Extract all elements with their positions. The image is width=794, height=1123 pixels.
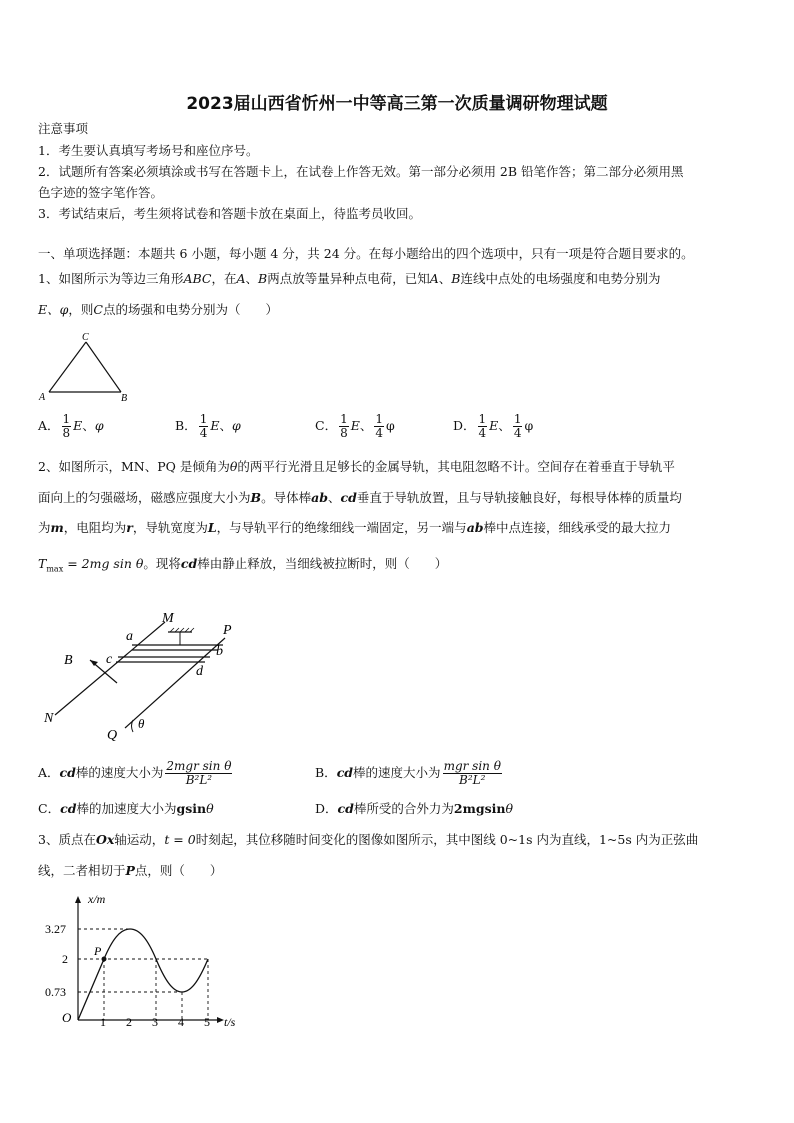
label-p: P [223, 623, 232, 638]
q1-option-b[interactable] [175, 413, 241, 440]
option-e: E [350, 418, 360, 433]
q2-stem-line1 [38, 459, 675, 475]
q2-text: 垂直于导轨放置，且与导轨接触良好，每根导体棒的质量均 [356, 490, 682, 505]
fraction [374, 413, 384, 440]
x-tick-2: 2 [126, 1015, 132, 1029]
sine-curve [104, 929, 208, 992]
denominator: 4 [375, 426, 383, 440]
option-letter: A． [38, 765, 60, 780]
q1-text: ，则 [68, 302, 94, 317]
option-phi: φ [386, 418, 395, 433]
q2-text: ，导轨宽度为 [132, 520, 208, 535]
q2-ab: ab [466, 520, 484, 535]
q1-triangle-figure [36, 330, 136, 405]
label-n: N [44, 711, 54, 726]
q1-b: B [451, 271, 461, 286]
option-letter: B． [175, 418, 197, 433]
q2-cd: cd [180, 556, 198, 571]
numerator: 1 [375, 412, 383, 426]
q1-a: A [429, 271, 439, 286]
y-tick-327: 3.27 [45, 922, 66, 936]
numerator: 1 [62, 412, 71, 426]
option-sep: 、 [82, 418, 95, 433]
label-b: b [216, 644, 223, 659]
q2-text: 棒由静止释放，当细线被拉断时，则（ ） [197, 556, 448, 571]
option-sep: 、 [498, 418, 511, 433]
label-a: a [126, 629, 133, 644]
denominator: B²L² [185, 773, 213, 787]
numerator: 1 [513, 412, 522, 426]
option-e: E [73, 418, 83, 433]
label-q: Q [107, 728, 118, 743]
x-axis-label: t/s [224, 1015, 236, 1029]
q2-cd: cd [59, 765, 76, 780]
triangle-side-ca [49, 342, 86, 392]
q3-text: 轴运动， [114, 832, 165, 847]
q2-theta: θ [206, 801, 214, 816]
q2-formula-sub: max [46, 564, 64, 574]
q2-text: 的两平行光滑且足够长的金属导轨，其电阻忽略不计。空间存在着垂直于导轨平 [237, 459, 675, 474]
q2-cd: cd [337, 801, 354, 816]
point-p-label: P [94, 944, 102, 958]
label-field-b: B [64, 653, 73, 668]
q2-formula-rest: = 2mg sin θ [63, 556, 144, 571]
y-axis-arrow [75, 896, 81, 903]
x-tick-5: 5 [204, 1015, 210, 1029]
option-letter: C． [38, 801, 61, 816]
q1-text: 点的场强和电势分别为（ ） [102, 302, 278, 317]
triangle-label-b: B [121, 393, 128, 404]
denominator: 4 [513, 426, 522, 440]
option-phi: φ [524, 418, 534, 433]
x-tick-3: 3 [152, 1015, 158, 1029]
option-text: 棒的速度大小为 [353, 765, 441, 780]
triangle-label-a: A [39, 392, 46, 403]
option-letter: D． [453, 418, 476, 433]
notice-item-2: 2．试题所有答案必须填涂或书写在答题卡上，在试卷上作答无效。第一部分必须用 2B 铅笔作答；第二部分必须用黑 [38, 164, 684, 179]
option-sep: 、 [359, 418, 373, 433]
q2-stem-line3 [38, 520, 671, 536]
option-letter: C． [315, 418, 338, 433]
q1-stem-line1 [38, 271, 661, 287]
q2-formula-t: T [38, 556, 47, 571]
numerator: 1 [199, 412, 208, 426]
q2-r: r [126, 520, 133, 535]
numerator: mgr sin θ [443, 759, 501, 773]
q2-theta: θ [229, 459, 238, 474]
fraction [339, 413, 349, 440]
q2-text: 棒中点连接，细线承受的最大拉力 [483, 520, 672, 535]
q3-p: P [125, 863, 135, 878]
q3-text: 3、质点在 [38, 832, 96, 847]
q3-xt-graph [40, 892, 250, 1032]
label-m: M [162, 611, 174, 626]
q1-sep: 、 [438, 271, 452, 286]
q1-b: B [258, 271, 268, 286]
fraction [513, 413, 523, 440]
fraction [165, 760, 232, 787]
q2-l: L [207, 520, 217, 535]
q2-stem-line4 [38, 556, 447, 578]
q2-ab: ab [311, 490, 328, 505]
denominator: B²L² [459, 773, 486, 787]
q1-a: A [236, 271, 246, 286]
label-c: c [106, 652, 113, 667]
fraction [443, 760, 502, 787]
q2-option-b[interactable] [315, 760, 504, 787]
option-letter: A． [38, 418, 60, 433]
q2-text: 。现将 [143, 556, 181, 571]
notice-item-3: 3．考试结束后，考生须将试卷和答题卡放在桌面上，待监考员收回。 [38, 206, 421, 221]
y-axis-label: x/m [88, 892, 106, 906]
q2-cd: cd [340, 490, 357, 505]
option-text: 棒的加速度大小为 [76, 801, 177, 816]
q2-theta: θ [505, 801, 513, 816]
label-theta: θ [138, 716, 145, 731]
notice-heading: 注意事项 [38, 121, 89, 136]
option-text: 棒所受的合外力为 [353, 801, 454, 816]
q1-text: 1、如图所示为等边三角形 [38, 271, 184, 286]
option-e: E [210, 418, 220, 433]
point-p [102, 957, 107, 962]
option-letter: B． [315, 765, 337, 780]
q1-option-c[interactable] [315, 413, 395, 440]
q2-text: ，与导轨平行的绝缘细线一端固定，另一端与 [216, 520, 467, 535]
q2-option-d[interactable] [315, 801, 513, 817]
q2-stem-line2 [38, 490, 682, 506]
q2-text: 为 [38, 520, 51, 535]
denominator: 4 [199, 426, 208, 440]
option-value: gsin [176, 801, 207, 816]
line-segment [78, 959, 104, 1020]
rail-pq [125, 638, 225, 728]
x-tick-1: 1 [100, 1015, 106, 1029]
q2-cd: cd [60, 801, 77, 816]
q2-option-c[interactable] [38, 801, 214, 817]
q3-text: 点，则（ ） [134, 863, 223, 878]
q1-text: ，在 [211, 271, 237, 286]
fraction [199, 413, 209, 440]
q2-text: ，电阻均为 [63, 520, 127, 535]
numerator: 2mgr sin θ [166, 759, 232, 773]
q2-text: 2、如图所示，MN、PQ 是倾角为 [38, 459, 230, 474]
triangle-side-cb [86, 342, 121, 392]
option-sep: 、 [219, 418, 232, 433]
origin-label: O [62, 1010, 72, 1025]
q3-text: 时刻起，其位移随时间变化的图像如图所示，其中图线 0~1s 内为直线，1~5s 内为正弦曲 [195, 832, 699, 847]
denominator: 4 [478, 426, 487, 440]
option-text: 棒的速度大小为 [75, 765, 164, 780]
option-phi: φ [94, 418, 104, 433]
q1-option-d[interactable] [453, 413, 533, 440]
q1-text: 连线中点处的电场强度和电势分别为 [460, 271, 661, 286]
y-tick-073: 0.73 [45, 985, 66, 999]
denominator: 8 [340, 426, 348, 440]
numerator: 1 [478, 412, 487, 426]
notice-item-2-cont: 色字迹的签字笔作答。 [38, 185, 164, 200]
q2-text: 面向上的匀强磁场，磁感应强度大小为 [38, 490, 251, 505]
rail-mn [55, 622, 165, 715]
q3-text: 线，二者相切于 [38, 863, 126, 878]
q2-text: 。导体棒 [261, 490, 312, 505]
q2-option-a[interactable] [38, 760, 234, 787]
q2-m: m [50, 520, 64, 535]
q3-ox: Ox [95, 832, 115, 847]
label-d: d [196, 664, 203, 679]
q2-b: B [250, 490, 262, 505]
q1-stem-line2 [38, 302, 278, 318]
section-heading: 一、单项选择题：本题共 6 小题，每小题 4 分，共 24 分。在每小题给出的四个选项中，只有一项是符合题目要求的。 [38, 246, 694, 261]
q2-cd: cd [336, 765, 354, 780]
option-value: 2mgsin [453, 801, 506, 816]
x-axis-arrow [217, 1017, 224, 1023]
q1-sep: 、 [245, 271, 259, 286]
fraction [478, 413, 488, 440]
q1-text: 两点放等量异种点电荷，已知 [267, 271, 430, 286]
q2-rails-figure [40, 600, 260, 750]
triangle-label-c: C [82, 332, 89, 343]
q1-option-a[interactable] [38, 413, 104, 440]
page-title: 2023届山西省忻州一中等高三第一次质量调研物理试题 [186, 94, 608, 114]
denominator: 8 [62, 426, 71, 440]
q1-c: C [93, 302, 103, 317]
option-letter: D． [315, 801, 338, 816]
q1-abc: ABC [183, 271, 212, 286]
q3-stem-line1 [38, 832, 698, 848]
fraction [62, 413, 72, 440]
option-e: E [489, 418, 499, 433]
q3-stem-line2 [38, 863, 222, 879]
notice-item-1: 1．考生要认真填写考场号和座位序号。 [38, 143, 259, 158]
x-tick-4: 4 [178, 1015, 184, 1029]
q1-e-phi: E、φ [38, 302, 69, 317]
y-tick-2: 2 [62, 952, 68, 966]
option-phi: φ [231, 418, 241, 433]
q3-t0: t = 0 [164, 832, 196, 847]
numerator: 1 [340, 412, 348, 426]
q2-text: 、 [327, 490, 341, 505]
